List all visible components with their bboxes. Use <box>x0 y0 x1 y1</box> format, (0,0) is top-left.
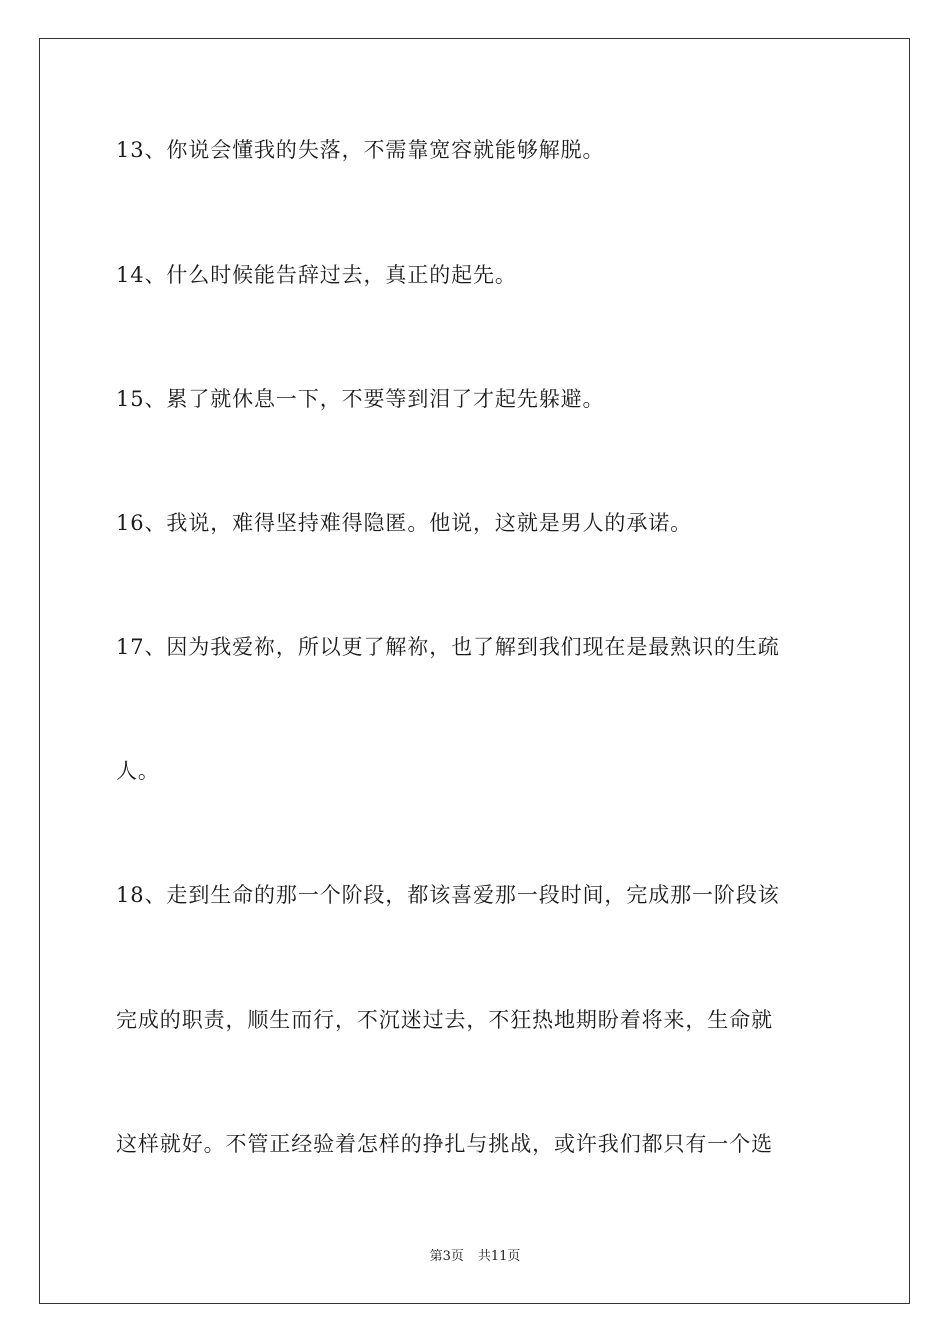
text-line: 人。 <box>116 759 160 783</box>
text-line: 16、我说，难得坚持难得隐匿。他说，这就是男人的承诺。 <box>116 511 693 535</box>
text-line: 18、走到生命的那一个阶段，都该喜爱那一段时间，完成那一阶段该 <box>116 883 780 907</box>
page-total: 共11页 <box>477 1249 521 1264</box>
text-line: 这样就好。不管正经验着怎样的挣扎与挑战，或许我们都只有一个选 <box>116 1132 773 1156</box>
page-number: 第3页 <box>429 1249 464 1264</box>
page-border <box>39 38 910 1304</box>
text-line: 完成的职责，顺生而行，不沉迷过去，不狂热地期盼着将来，生命就 <box>116 1008 773 1032</box>
text-line: 14、什么时候能告辞过去，真正的起先。 <box>116 263 517 287</box>
text-line: 13、你说会懂我的失落，不需靠宽容就能够解脱。 <box>116 138 605 162</box>
text-line: 17、因为我爱祢，所以更了解祢，也了解到我们现在是最熟识的生疏 <box>116 635 780 659</box>
page-footer <box>0 1248 950 1266</box>
text-line: 15、累了就休息一下，不要等到泪了才起先躲避。 <box>116 387 605 411</box>
